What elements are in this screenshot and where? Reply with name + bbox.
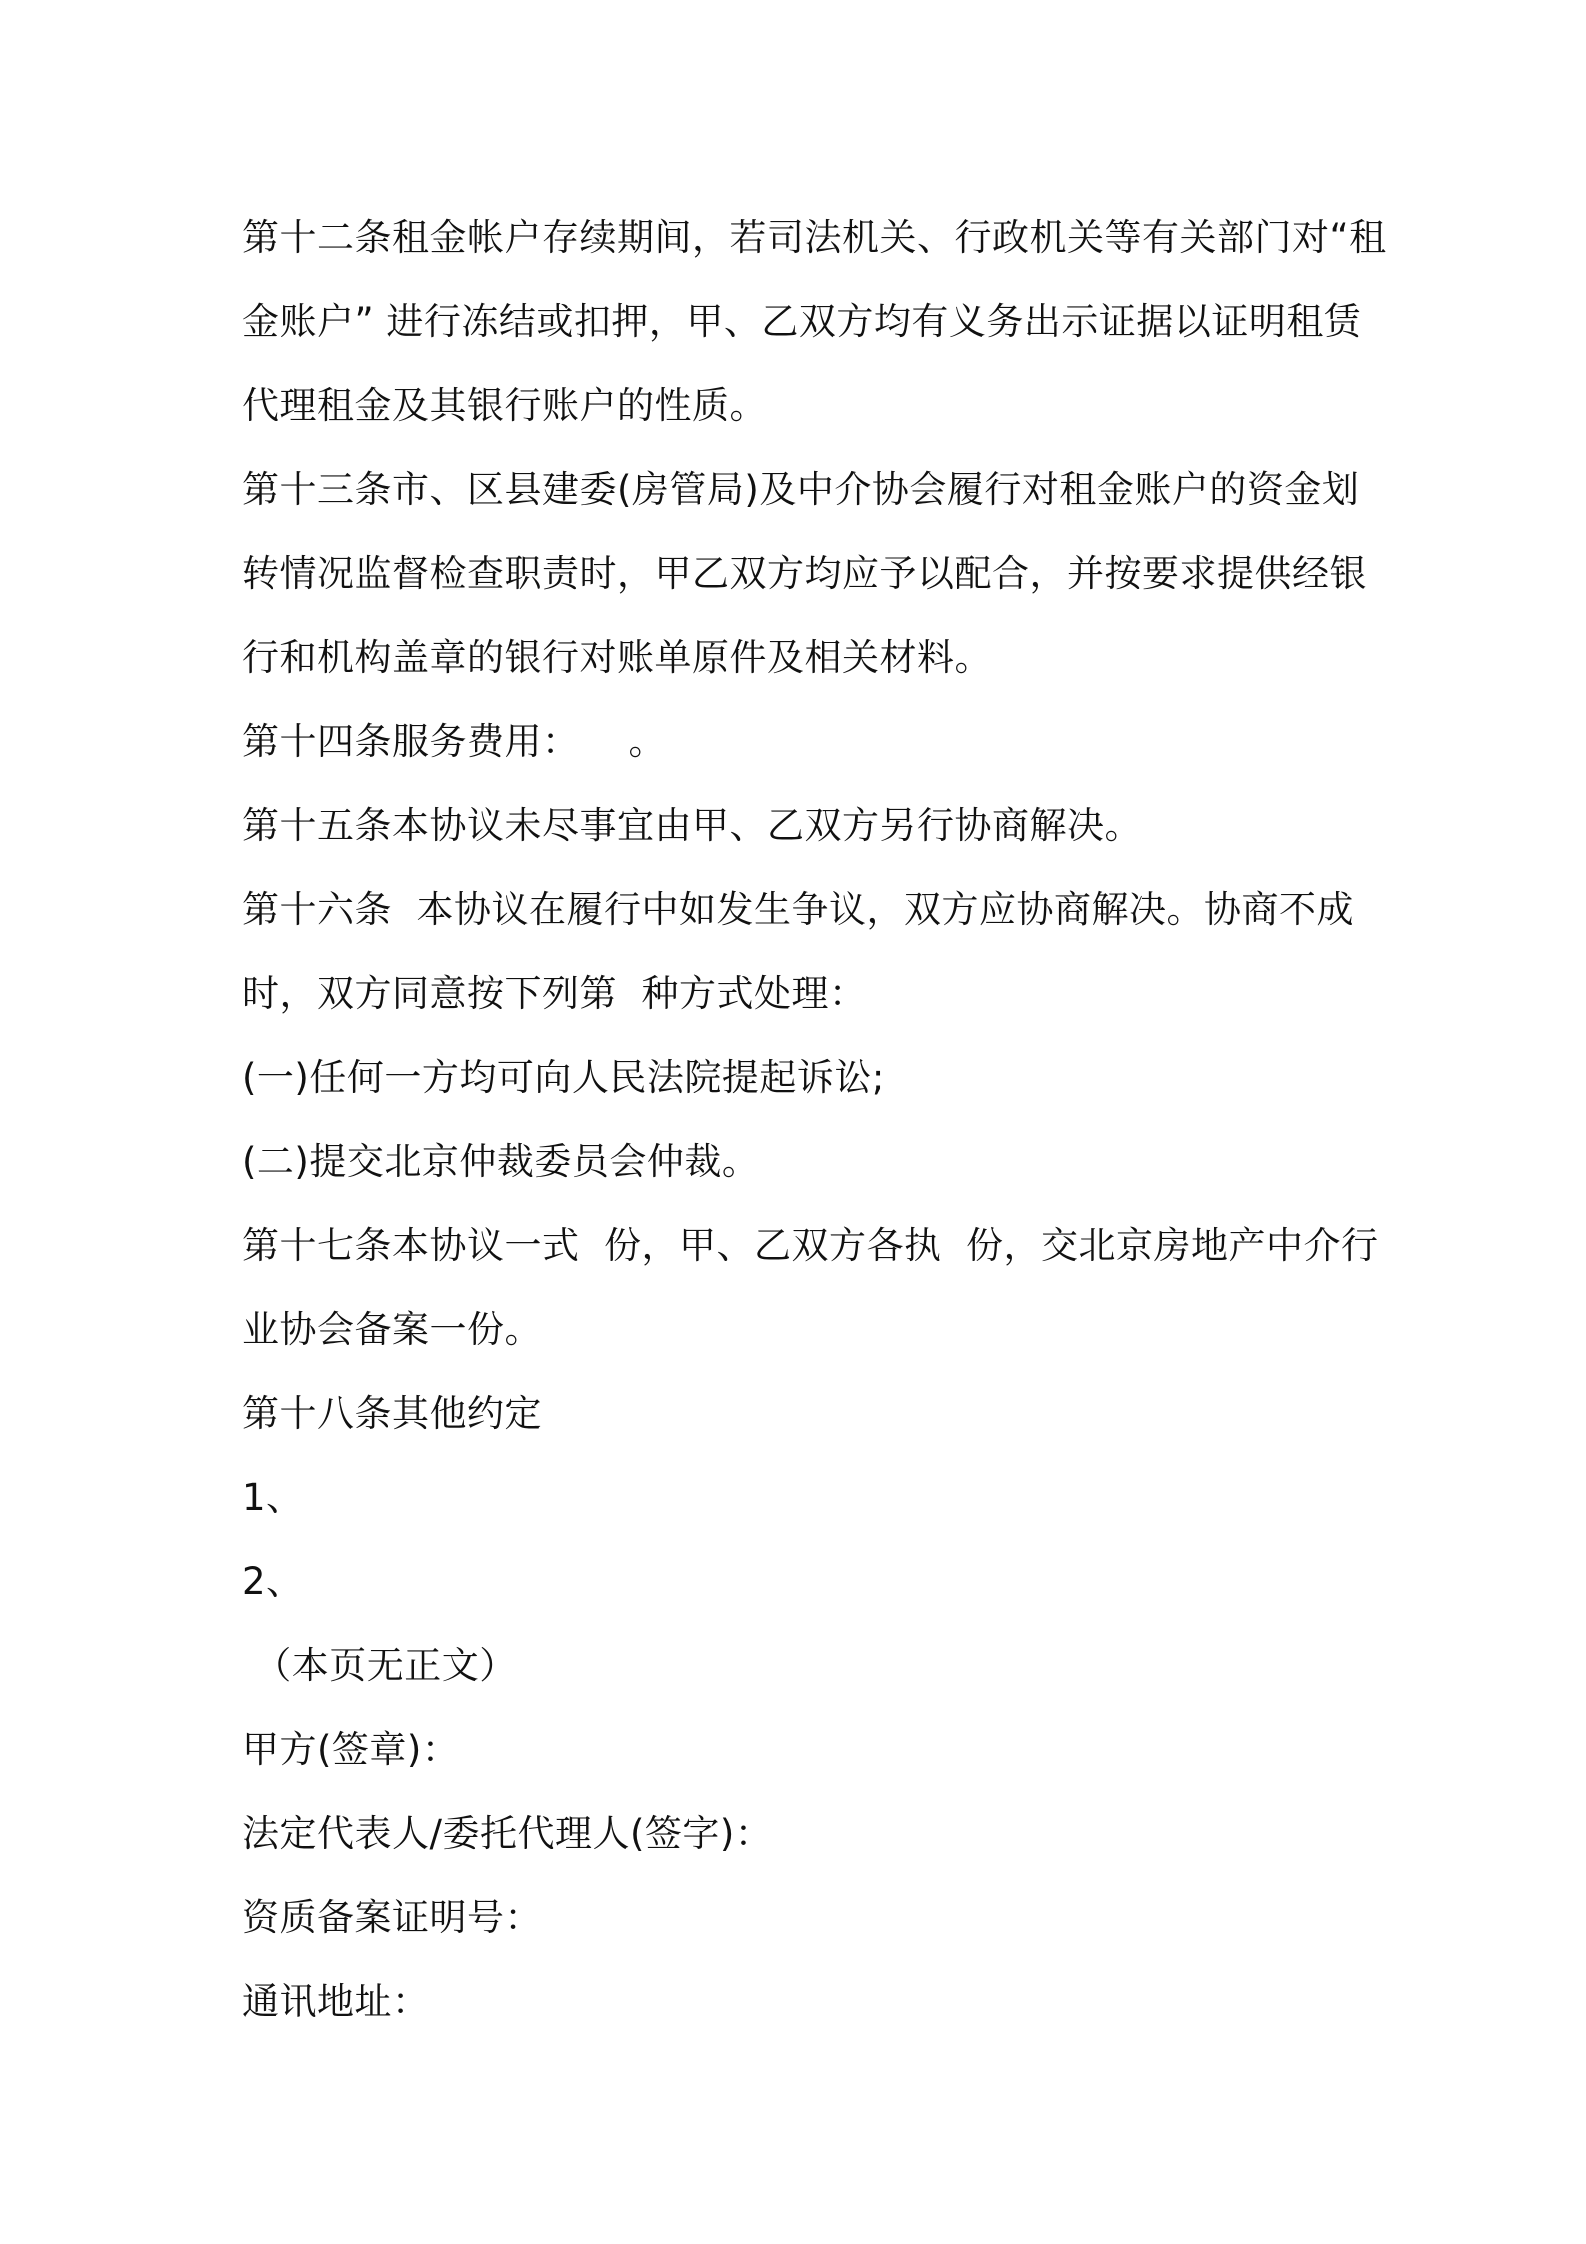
legal-representative-field: 法定代表人/委托代理人(签字)：: [242, 1812, 773, 1855]
article-15-line: 第十五条本协议未尽事宜由甲、乙双方另行协商解决。: [242, 804, 1142, 847]
article-13-line-2: 转情况监督检查职责时，甲乙双方均应予以配合，并按要求提供经银: [242, 552, 1367, 595]
article-16-line-2: 时，双方同意按下列第 种方式处理：: [242, 972, 867, 1015]
article-12-line-1: 第十二条租金帐户存续期间，若司法机关、行政机关等有关部门对“租: [242, 216, 1387, 259]
article-13-line-1: 第十三条市、区县建委(房管局)及中介协会履行对租金账户的资金划: [242, 468, 1360, 511]
article-17-line-1: 第十七条本协议一式 份，甲、乙双方各执 份，交北京房地产中介行: [242, 1224, 1379, 1267]
article-17-line-2: 业协会备案一份。: [242, 1308, 542, 1351]
dispute-option-2: (二)提交北京仲裁委员会仲裁。: [242, 1140, 760, 1183]
dispute-option-1: (一)任何一方均可向人民法院提起诉讼;: [242, 1056, 885, 1099]
document-body: [242, 196, 1387, 2044]
address-field: 通讯地址：: [242, 1980, 430, 2023]
no-body-text-note: （本页无正文）: [242, 1644, 517, 1687]
article-14-line: 第十四条服务费用： 。: [242, 720, 667, 763]
article-12-line-3: 代理租金及其银行账户的性质。: [242, 384, 767, 427]
party-a-seal-field: 甲方(签章)：: [242, 1728, 460, 1771]
other-agreement-item-1: 1、: [242, 1476, 304, 1519]
article-13-line-3: 行和机构盖章的银行对账单原件及相关材料。: [242, 636, 992, 679]
article-18-line: 第十八条其他约定: [242, 1392, 542, 1435]
other-agreement-item-2: 2、: [242, 1560, 304, 1603]
qualification-certificate-field: 资质备案证明号：: [242, 1896, 542, 1939]
article-16-line-1: 第十六条 本协议在履行中如发生争议，双方应协商解决。协商不成: [242, 888, 1355, 931]
article-12-line-2: 金账户” 进行冻结或扣押，甲、乙双方均有义务出示证据以证明租赁: [242, 300, 1362, 343]
